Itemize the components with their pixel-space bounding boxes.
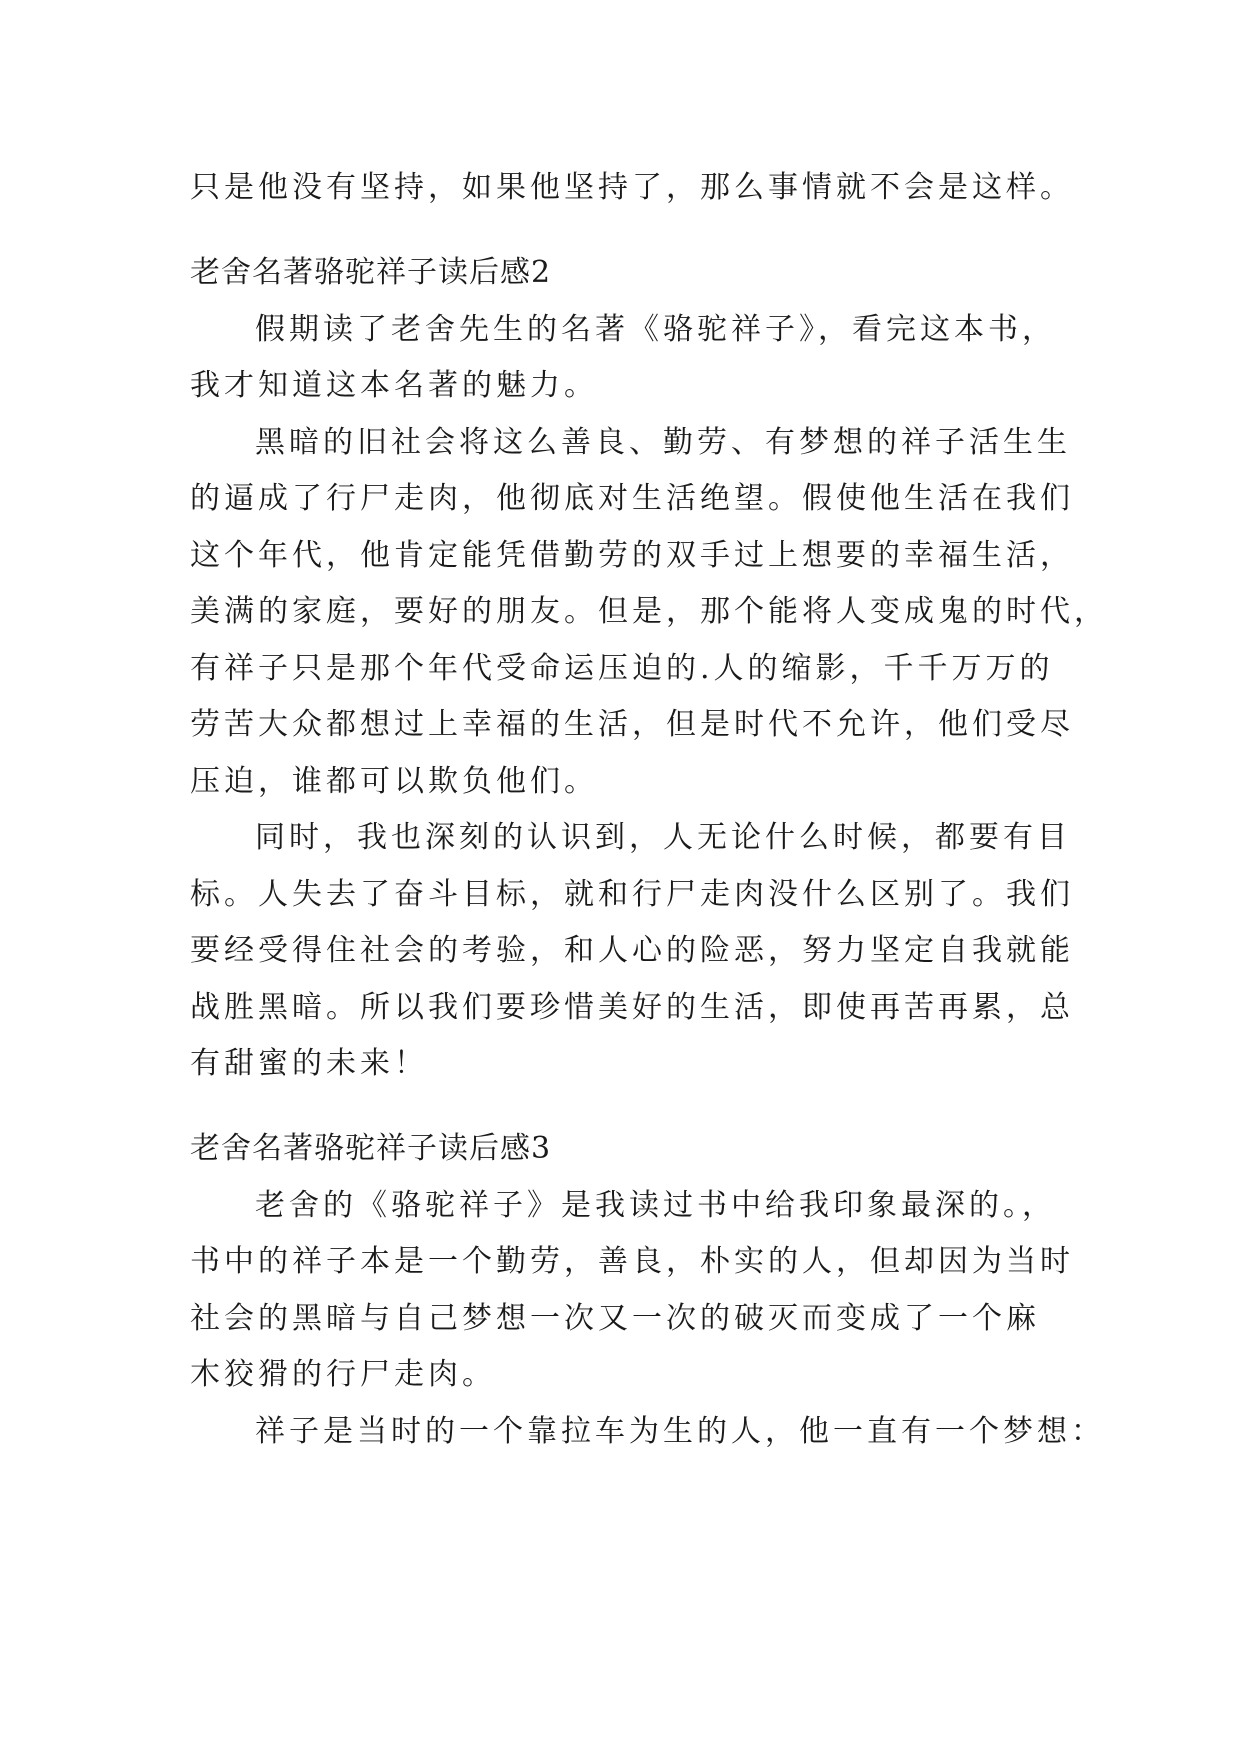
paragraph-line: 标。人失去了奋斗目标，就和行尸走肉没什么区别了。我们 bbox=[190, 877, 1074, 912]
paragraph-line: 有甜蜜的未来！ bbox=[190, 1046, 428, 1081]
paragraph-line: 战胜黑暗。所以我们要珍惜美好的生活，即使再苦再累，总 bbox=[190, 990, 1074, 1025]
section-heading: 老舍名著骆驼祥子读后感3 bbox=[190, 1131, 552, 1166]
paragraph-line: 有祥子只是那个年代受命运压迫的.人的缩影，千千万万的 bbox=[190, 651, 1054, 686]
section-heading: 老舍名著骆驼祥子读后感2 bbox=[190, 255, 552, 290]
paragraph-line: 老舍的《骆驼祥子》是我读过书中给我印象最深的。， bbox=[255, 1188, 1056, 1223]
paragraph-line: 我才知道这本名著的魅力。 bbox=[190, 368, 598, 403]
paragraph-line: 黑暗的旧社会将这么善良、勤劳、有梦想的祥子活生生 bbox=[255, 425, 1071, 460]
paragraph-line: 祥子是当时的一个靠拉车为生的人，他一直有一个梦想： bbox=[255, 1414, 1105, 1449]
paragraph-line: 要经受得住社会的考验，和人心的险恶，努力坚定自我就能 bbox=[190, 933, 1074, 968]
paragraph-line: 这个年代，他肯定能凭借勤劳的双手过上想要的幸福生活， bbox=[190, 538, 1074, 573]
paragraph-line: 压迫，谁都可以欺负他们。 bbox=[190, 764, 598, 799]
paragraph-line: 假期读了老舍先生的名著《骆驼祥子》，看完这本书， bbox=[255, 312, 1056, 347]
paragraph-line: 只是他没有坚持，如果他坚持了，那么事情就不会是这样。 bbox=[190, 170, 1074, 205]
paragraph-line: 同时，我也深刻的认识到，人无论什么时候，都要有目 bbox=[255, 820, 1071, 855]
paragraph-line: 社会的黑暗与自己梦想一次又一次的破灭而变成了一个麻 bbox=[190, 1301, 1040, 1336]
paragraph-line: 劳苦大众都想过上幸福的生活，但是时代不允许，他们受尽 bbox=[190, 707, 1074, 742]
paragraph-line: 的逼成了行尸走肉，他彻底对生活绝望。假使他生活在我们 bbox=[190, 481, 1074, 516]
paragraph-line: 美满的家庭，要好的朋友。但是，那个能将人变成鬼的时代， bbox=[190, 594, 1108, 629]
paragraph-line: 书中的祥子本是一个勤劳，善良，朴实的人，但却因为当时 bbox=[190, 1244, 1074, 1279]
paragraph-line: 木狡猾的行尸走肉。 bbox=[190, 1357, 496, 1392]
